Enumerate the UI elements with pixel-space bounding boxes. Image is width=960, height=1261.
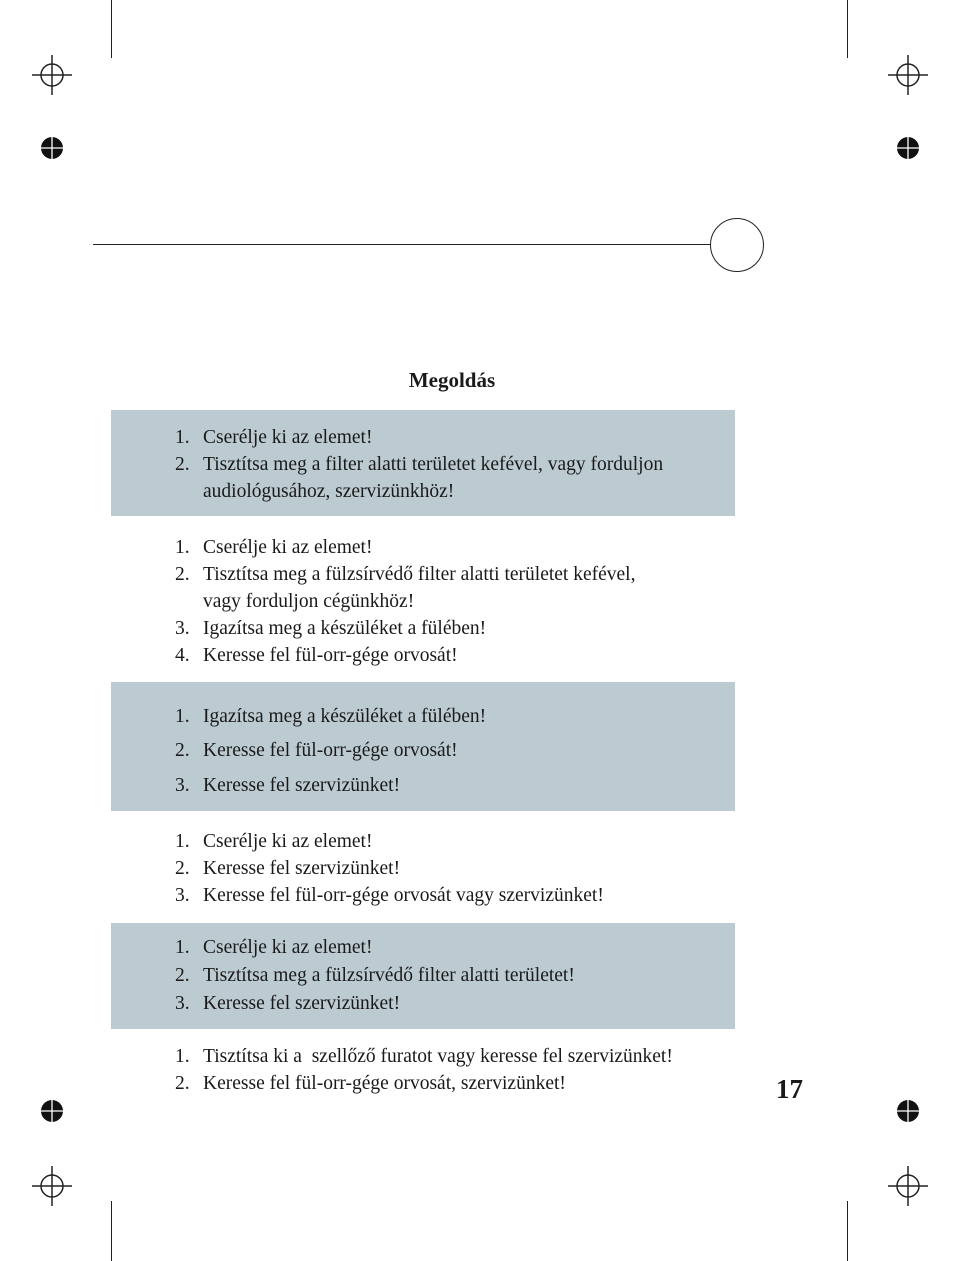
list-item: 1. Tisztítsa ki a szellőző furatot vagy keresse fel szervizünket!	[175, 1046, 673, 1067]
solution-block	[111, 682, 735, 811]
registration-mark-icon	[888, 1166, 928, 1206]
list-item: 2. Keresse fel fül-orr-gége orvosát, szervizünket!	[175, 1073, 566, 1094]
registration-dot-icon	[40, 1099, 64, 1123]
list-item-continuation: vagy forduljon cégünkhöz!	[203, 591, 415, 612]
crop-mark	[111, 0, 112, 58]
list-item: 1. Cserélje ki az elemet!	[175, 937, 373, 958]
list-item: 3. Keresse fel fül-orr-gége orvosát vagy szervizünket!	[175, 885, 604, 906]
list-item: 2. Tisztítsa meg a filter alatti területet kefével, vagy forduljon	[175, 454, 664, 475]
list-item: 1. Cserélje ki az elemet!	[175, 537, 373, 558]
registration-mark-icon	[888, 55, 928, 95]
list-item-continuation: audiológusához, szervizünkhöz!	[203, 481, 455, 502]
solution-block	[111, 534, 735, 674]
page-number: 17	[776, 1074, 803, 1104]
crop-mark	[111, 1201, 112, 1261]
solution-block	[111, 828, 735, 912]
list-item: 3. Keresse fel szervizünket!	[175, 993, 401, 1014]
crop-mark	[847, 1201, 848, 1261]
list-item: 1. Cserélje ki az elemet!	[175, 831, 373, 852]
solution-block	[111, 923, 735, 1029]
solution-block	[111, 1043, 735, 1101]
registration-mark-icon	[32, 55, 72, 95]
solution-block	[111, 410, 735, 516]
registration-mark-icon	[32, 1166, 72, 1206]
crop-mark	[847, 0, 848, 58]
list-item: 2. Keresse fel fül-orr-gége orvosát!	[175, 740, 458, 761]
registration-dot-icon	[896, 136, 920, 160]
header-circle	[710, 218, 764, 272]
list-item: 2. Keresse fel szervizünket!	[175, 858, 401, 879]
page-title: Megoldás	[408, 368, 496, 392]
list-item: 2. Tisztítsa meg a fülzsírvédő filter alatti területet kefével,	[175, 564, 636, 585]
registration-dot-icon	[40, 136, 64, 160]
list-item: 2. Tisztítsa meg a fülzsírvédő filter alatti területet!	[175, 965, 575, 986]
registration-dot-icon	[896, 1099, 920, 1123]
list-item: 1. Igazítsa meg a készüléket a fülében!	[175, 706, 487, 727]
list-item: 3. Keresse fel szervizünket!	[175, 775, 401, 796]
header-rule	[93, 244, 713, 245]
list-item: 4. Keresse fel fül-orr-gége orvosát!	[175, 645, 458, 666]
list-item: 3. Igazítsa meg a készüléket a fülében!	[175, 618, 487, 639]
list-item: 1. Cserélje ki az elemet!	[175, 427, 373, 448]
